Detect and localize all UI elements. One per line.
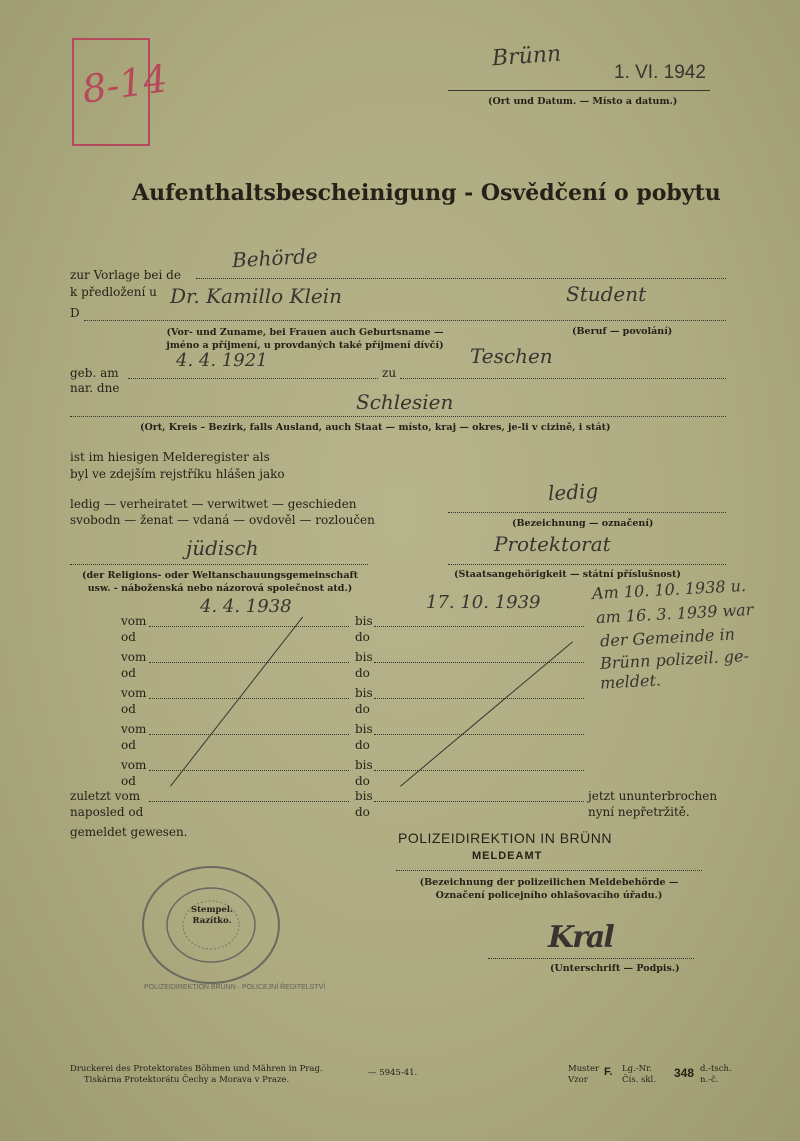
period-1-from-value: 4. 4. 1938 xyxy=(200,596,292,617)
period-5-do-label: do xyxy=(355,774,370,788)
authority-line xyxy=(396,870,702,871)
period-2-od-label: od xyxy=(121,666,136,680)
note-line-3: der Gemeinde in xyxy=(599,624,736,651)
religion-value: jüdisch xyxy=(186,536,259,560)
place-handwritten: Brünn xyxy=(491,41,562,72)
place-date-caption: (Ort und Datum. — Místo a datum.) xyxy=(488,96,678,107)
status-options-cs: svobodn — ženat — vdaná — ovdověl — rozloučen xyxy=(70,513,375,527)
last-do-label: do xyxy=(355,805,370,819)
strike-line-left xyxy=(170,617,303,787)
printer-de: Druckerei des Protektorates Böhmen und Mähren in Prag. xyxy=(70,1064,323,1074)
last-to-line xyxy=(374,801,584,802)
period-1-to-value: 17. 10. 1939 xyxy=(426,592,541,613)
place-date-line xyxy=(448,90,710,91)
print-number: — 5945-41. xyxy=(368,1068,418,1078)
period-3-to-line xyxy=(374,698,584,699)
person-name-caption: (Vor- und Zuname, bei Frauen auch Geburtsname — jméno a příjmení, u provdaných také příjmení dívčí) xyxy=(166,327,444,351)
period-1-from-label: vom xyxy=(121,614,147,628)
now-label-de: jetzt ununterbrochen xyxy=(588,789,718,803)
period-1-to-label: bis xyxy=(355,614,373,628)
recipient-prefix-d: D xyxy=(70,306,80,320)
model-de: Muster xyxy=(568,1064,600,1074)
period-1-from-line xyxy=(149,626,349,627)
period-5-od-label: od xyxy=(121,774,136,788)
period-5-from-line xyxy=(149,770,349,771)
issue-date: 1. VI. 1942 xyxy=(614,62,706,83)
birth-region-line xyxy=(70,416,726,417)
signature: Kral xyxy=(548,920,613,955)
period-3-od-label: od xyxy=(121,702,136,716)
note-line-4: Brünn polizeil. ge- xyxy=(599,646,750,673)
birth-label-de: geb. am xyxy=(70,366,119,380)
nationality-caption: (Staatsangehörigkeit — státní příslušnost) xyxy=(454,569,681,580)
archive-mark: 8-14 xyxy=(79,56,171,112)
form-label-de: Lg.-Nr. xyxy=(622,1064,652,1074)
period-1-do-label: do xyxy=(355,630,370,644)
authority-name: POLIZEIDIREKTION IN BRÜNN xyxy=(398,830,612,846)
period-2-from-line xyxy=(149,662,349,663)
strike-line-right xyxy=(400,641,573,786)
birth-date-value: 4. 4. 1921 xyxy=(176,350,268,371)
birth-label-cs: nar. dne xyxy=(70,381,120,395)
period-5-to-line xyxy=(374,770,584,771)
status-value: ledig xyxy=(547,478,599,506)
status-caption: (Bezeichnung — označení) xyxy=(512,518,654,529)
period-1-to-line xyxy=(374,626,584,627)
occupation-value: Student xyxy=(566,282,647,306)
signature-line xyxy=(488,958,694,959)
closing-text: gemeldet gewesen. xyxy=(70,825,188,839)
period-2-to-line xyxy=(374,662,584,663)
authority-dept: MELDEAMT xyxy=(472,850,543,862)
status-options-de: ledig — verheiratet — verwitwet — geschieden xyxy=(70,497,357,511)
recipient-label-cs: k předložení u xyxy=(70,285,157,299)
period-4-from-line xyxy=(149,734,349,735)
nationality-value: Protektorat xyxy=(494,532,611,556)
page-title: Aufenthaltsbescheinigung - Osvědčení o pobytu xyxy=(132,180,721,206)
register-line1: ist im hiesigen Melderegister als xyxy=(70,450,270,464)
nationality-line xyxy=(448,564,726,565)
now-label-cs: nyní nepřetržitě. xyxy=(588,805,690,819)
birth-caption: (Ort, Kreis – Bezirk, falls Ausland, auch Staat — místo, kraj — okres, je-li v cizině, i stát) xyxy=(140,422,611,433)
recipient-label-de: zur Vorlage bei de xyxy=(70,268,181,282)
religion-caption: (der Religions- oder Weltanschauungsgemeinschaft usw. - náboženská nebo názorová společnost atd.) xyxy=(82,570,358,594)
birth-place-line xyxy=(400,378,726,379)
period-3-do-label: do xyxy=(355,702,370,716)
authority-caption: (Bezeichnung der polizeilichen Meldebehörde — Označení policejního ohlašovacího úřadu.) xyxy=(419,877,679,901)
form-suffix-de: d.-tsch. xyxy=(700,1064,732,1074)
printer-cs: Tiskárna Protektorátu Čechy a Morava v Praze. xyxy=(84,1075,290,1085)
birth-zu-label: zu xyxy=(382,366,397,380)
occupation-caption: (Beruf — povolání) xyxy=(572,326,673,337)
stamp-center-text: Stempel. Razítko. xyxy=(190,905,233,926)
last-from-label: zuletzt vom xyxy=(70,789,141,803)
birth-date-line xyxy=(128,378,378,379)
note-line-2: am 16. 3. 1939 war xyxy=(595,599,754,628)
last-od-label: naposled od xyxy=(70,805,144,819)
birth-place-value: Teschen xyxy=(470,344,553,368)
period-5-to-label: bis xyxy=(355,758,373,772)
birth-region-value: Schlesien xyxy=(356,390,454,414)
period-5-from-label: vom xyxy=(121,758,147,772)
period-3-from-label: vom xyxy=(121,686,147,700)
period-2-from-label: vom xyxy=(121,650,147,664)
model-cs: Vzor xyxy=(568,1075,588,1085)
period-4-to-line xyxy=(374,734,584,735)
period-4-do-label: do xyxy=(355,738,370,752)
person-name-value: Dr. Kamillo Klein xyxy=(170,284,342,308)
last-from-line xyxy=(149,801,349,802)
recipient-value: Behörde xyxy=(231,243,319,273)
religion-line xyxy=(70,564,368,565)
period-4-from-label: vom xyxy=(121,722,147,736)
period-3-to-label: bis xyxy=(355,686,373,700)
form-suffix-cs: n.-č. xyxy=(700,1075,719,1085)
period-3-from-line xyxy=(149,698,349,699)
period-1-od-label: od xyxy=(121,630,136,644)
signature-caption: (Unterschrift — Podpis.) xyxy=(550,963,680,974)
period-4-to-label: bis xyxy=(355,722,373,736)
stamp-ring-text: POLIZEIDIREKTION BRÜNN · POLICEJNÍ ŘEDITELSTVÍ xyxy=(144,984,326,991)
note-line-5: meldet. xyxy=(599,670,662,693)
register-line2: byl ve zdejším rejstříku hlášen jako xyxy=(70,467,285,481)
form-letter: F. xyxy=(604,1066,613,1078)
period-2-to-label: bis xyxy=(355,650,373,664)
period-4-od-label: od xyxy=(121,738,136,752)
form-label-cs: Čís. skl. xyxy=(622,1075,656,1085)
note-line-1: Am 10. 10. 1938 u. xyxy=(591,575,747,604)
person-line xyxy=(84,320,726,321)
status-line xyxy=(448,512,726,513)
recipient-line xyxy=(196,278,726,279)
form-number: 348 xyxy=(674,1066,695,1080)
last-to-label: bis xyxy=(355,789,373,803)
period-2-do-label: do xyxy=(355,666,370,680)
